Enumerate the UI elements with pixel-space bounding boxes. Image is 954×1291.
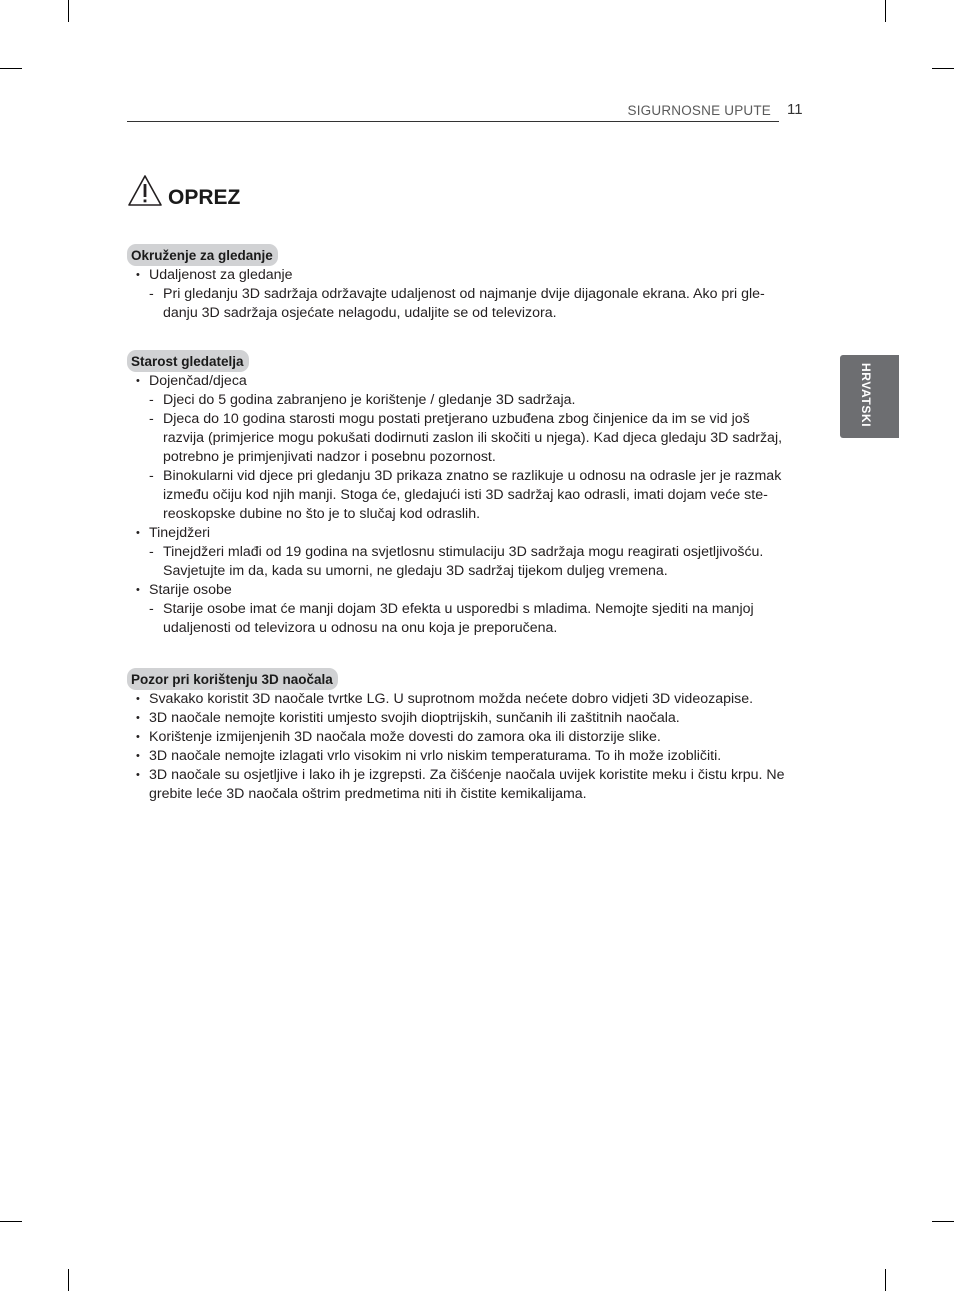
language-tab-label: HRVATSKI bbox=[859, 363, 873, 428]
list-item: • Tinejdžeri bbox=[127, 524, 789, 543]
list-item: • Svakako koristit 3D naočale tvrtke LG. U suprotnom možda nećete dobro vidjeti 3D videozapise. bbox=[127, 690, 789, 709]
list-item: • Korištenje izmijenjenih 3D naočala može dovesti do zamora oka ili distorzije slike. bbox=[127, 728, 789, 747]
section-viewing-environment bbox=[127, 244, 789, 323]
crop-mark bbox=[885, 1269, 886, 1291]
crop-mark bbox=[68, 1269, 69, 1291]
list-item-continued: grebite leće 3D naočala oštrim predmetima niti ih čistite kemikalijama. bbox=[149, 786, 587, 802]
list-item: • Udaljenost za gledanje bbox=[127, 266, 789, 285]
sub-item: - Djeci do 5 godina zabranjeno je korištenje / gledanje 3D sadržaja. bbox=[127, 391, 789, 410]
sub-item-continued: Savjetujte im da, kada su umorni, ne gledaju 3D sadržaj tijekom duljeg vremena. bbox=[163, 563, 668, 579]
page-number: 11 bbox=[787, 101, 803, 118]
warning-icon bbox=[127, 174, 163, 207]
sub-item: - Tinejdžeri mlađi od 19 godina na svjetlosnu stimulaciju 3D sadržaja mogu reagirati osjetljivošću. bbox=[127, 543, 789, 562]
sub-item: - Starije osobe imat će manji dojam 3D efekta u usporedbi s mladima. Nemojte sjediti na manjoj bbox=[127, 600, 789, 619]
sub-item: - Djeca do 10 godina starosti mogu postati pretjerano uzbuđena zbog činjenice da im se vid još bbox=[127, 410, 789, 429]
crop-mark bbox=[932, 68, 954, 69]
sub-item-continued: danju 3D sadržaja osjećate nelagodu, udaljite se od televizora. bbox=[163, 305, 557, 321]
crop-mark bbox=[0, 68, 22, 69]
section-heading: Pozor pri korištenju 3D naočala bbox=[127, 668, 338, 690]
sub-item-continued: potrebno je primjenjivati nadzor i posebnu pozornost. bbox=[163, 449, 496, 465]
list-item: • Starije osobe bbox=[127, 581, 789, 600]
running-header: SIGURNOSNE UPUTE bbox=[627, 103, 771, 118]
section-heading: Starost gledatelja bbox=[127, 350, 249, 372]
sub-item-continued: reoskopske dubine no što je to slučaj kod odraslih. bbox=[163, 506, 481, 522]
sub-item: - Binokularni vid djece pri gledanju 3D prikaza znatno se razlikuje u odnosu na odrasle jer je razmak bbox=[127, 467, 789, 486]
list-item: • 3D naočale su osjetljive i lako ih je izgrepsti. Za čišćenje naočala uvijek koristite meku i čistu krpu. Ne bbox=[127, 766, 789, 785]
crop-mark bbox=[932, 1221, 954, 1222]
sub-item-continued: udaljenosti od televizora u odnosu na onu koja je preporučena. bbox=[163, 620, 558, 636]
section-3d-glasses-caution bbox=[127, 668, 789, 804]
crop-mark bbox=[0, 1221, 22, 1222]
section-heading: Okruženje za gledanje bbox=[127, 244, 278, 266]
list-item: • 3D naočale nemojte izlagati vrlo visokim ni vrlo niskim temperaturama. To ih može izobličiti. bbox=[127, 747, 789, 766]
list-item: • Dojenčad/djeca bbox=[127, 372, 789, 391]
crop-mark bbox=[68, 0, 69, 22]
language-tab bbox=[840, 355, 899, 438]
sub-item-continued: razvija (primjerice mogu pokušati dodirnuti zaslon ili skočiti u njega). Kad djeca gledaju 3D sadržaj, bbox=[163, 430, 783, 446]
header-rule bbox=[127, 121, 779, 122]
crop-mark bbox=[885, 0, 886, 22]
sub-item: - Pri gledanju 3D sadržaja održavajte udaljenost od najmanje dvije dijagonale ekrana. Ako pri gle- bbox=[127, 285, 789, 304]
sub-item-continued: između očiju kod njih manji. Stoga će, gledajući isti 3D sadržaj kao odrasli, imati dojam veće ste- bbox=[163, 487, 768, 503]
section-viewer-age bbox=[127, 350, 789, 638]
page-title: OPREZ bbox=[168, 186, 241, 209]
list-item: • 3D naočale nemojte koristiti umjesto svojih dioptrijskih, sunčanih ili zaštitnih naočala. bbox=[127, 709, 789, 728]
